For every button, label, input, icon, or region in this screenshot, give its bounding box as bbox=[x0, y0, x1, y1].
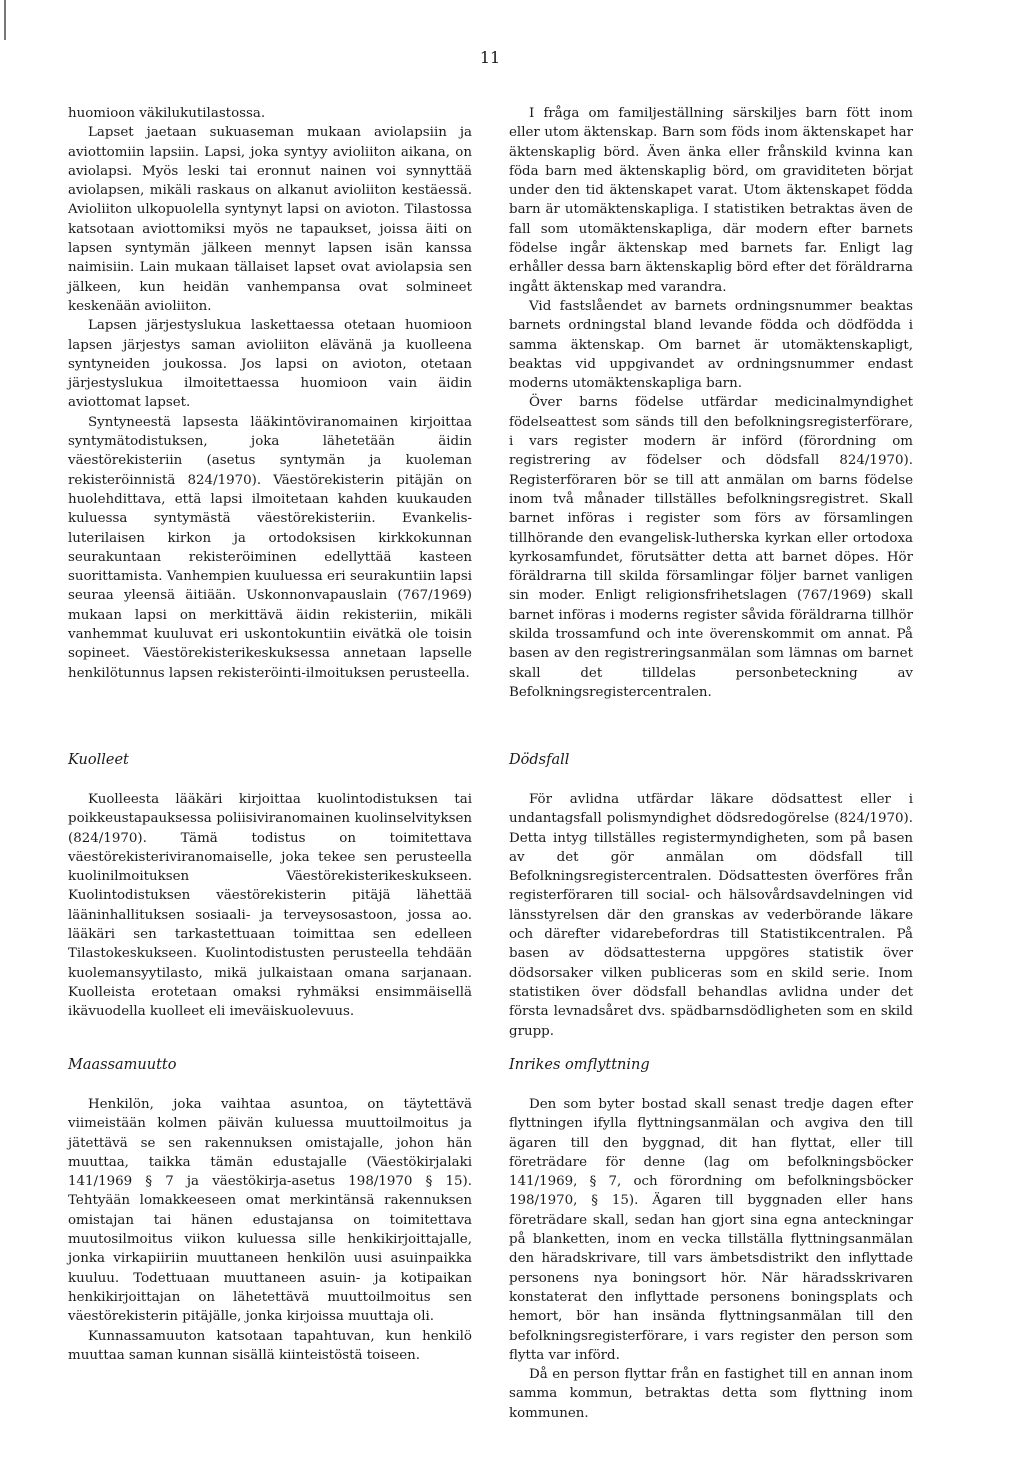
deaths-heading-sv: Dödsfall bbox=[509, 752, 570, 768]
births-fi-paragraph: Lapsen järjestyslukua laskettaessa otetaan huomioon lapsen järjestys saman avioliiton elävänä ja kuolleena syntyneiden joukossa. Jos lapsi on avioton, otetaan järjestyslukua ilmoitettaessa huomioon vain äidin aviottomat lapset. bbox=[68, 318, 472, 411]
migration-text-sv bbox=[509, 1095, 913, 1423]
deaths-heading-fi: Kuolleet bbox=[68, 752, 129, 768]
page-number: 11 bbox=[479, 48, 501, 67]
migration-fi-paragraph: Kunnassamuuton katsotaan tapahtuvan, kun henkilö muuttaa saman kunnan sisällä kiinteistöstä toiseen. bbox=[68, 1328, 472, 1363]
births-sv-paragraph: Över barns födelse utfärdar medicinalmyndighet födelseattest som sänds till den befolkningsregisterförare, i vars register modern är införd (förordning om registrering av födelser och dödsfall 824/1970). Registerföraren bör se till att anmälan om barns födelse inom två månader tillställes befolkningsregistret. Skall barnet införas i register som förs av församlingen tillhörande den evangelisk-lutherska kyrkan eller ortodoxa kyrkosamfundet, förutsätter detta att barnet döpes. Hör föräldrarna till skilda församlingar följer barnet vanligen sin moder. Enligt religionsfrihetslagen (767/1969) skall barnet införas i moderns register såvida föräldrarna tillhör skilda trossamfund och inte överenskommit om annat. På basen av den registreringsanmälan som lämnas om barnet skall det tilldelas personbeteckning av Befolkningsregistercentralen. bbox=[509, 395, 913, 700]
migration-heading-fi: Maassamuutto bbox=[68, 1057, 177, 1073]
deaths-fi-paragraph: Kuolleesta lääkäri kirjoittaa kuolintodistuksen tai poikkeustapauksessa poliisiviranomainen kuolinselvityksen (824/1970). Tämä todistus on toimitettava väestörekisteriviranomaiselle, joka tekee sen perusteella kuolinilmoituksen Väestörekisterikeskukseen. Kuolintodistuksen väestörekisterin pitäjä lähettää lääninhallituksen sosiaali- ja terveysosastoon, jossa ao. lääkäri sen tarkastettuaan toimittaa sen edelleen Tilastokeskukseen. Kuolintodistusten perusteella tehdään kuolemansyytilasto, mikä julkaistaan omana sarjanaan. Kuolleista erotetaan omaksi ryhmäksi ensimmäisellä ikävuodella kuolleet eli imeväiskuolevuus. bbox=[68, 792, 472, 1020]
births-text-fi bbox=[68, 104, 472, 683]
births-sv-paragraph: I fråga om familjeställning särskiljes barn fött inom eller utom äktenskap. Barn som föds inom äktenskapet har äktenskaplig börd. Även änka eller frånskild kvinna kan föda barn med äktenskaplig börd, om graviditeten börjat under den tid äktenskapet varat. Utom äktenskapet födda barn är utomäktenskapliga. I statistiken betraktas även de fall som utomäktenskapliga, där modern efter barnets födelse ingår äktenskap med barnets far. Enligt lag erhåller dessa barn äktenskaplig börd efter det föräldrarna ingått äktenskap med varandra. bbox=[509, 106, 913, 295]
migration-fi-paragraph: Henkilön, joka vaihtaa asuntoa, on täytettävä viimeistään kolmen päivän kuluessa muuttoilmoitus ja jätettävä se sen rakennuksen omistajalle, johon hän muuttaa, taikka tämän edustajalle (Väestökirjalaki 141/1969 § 7 ja väestökirja-asetus 198/1970 § 15). Tehtyään lomakkeeseen omat merkintänsä rakennuksen omistajan tai hänen edustajansa on toimitettava muutosilmoitus viikon kuluessa sille henkikirjoittajalle, jonka virkapiiriin muuttaneen henkilön uusi asuinpaikka kuuluu. Todettuaan muuttaneen asuin- ja kotipaikan henkikirjoittajan on lähetettävä muuttoilmoitus sen väestörekisterin pitäjälle, jonka kirjoissa muuttaja oli. bbox=[68, 1097, 472, 1325]
births-fi-paragraph: Syntyneestä lapsesta lääkintöviranomainen kirjoittaa syntymätodistuksen, joka lähetetään äidin väestörekisteriin (asetus syntymän ja kuoleman rekisteröinnistä 824/1970). Väestörekisterin pitäjän on huolehdittava, että lapsi ilmoitetaan kahden kuukauden kuluessa syntymästä väestörekisteriin. Evankelis-luterilaisen kirkon ja ortodoksisen kirkkokunnan seurakuntaan rekisteröiminen edellyttää kasteen suorittamista. Vanhempien kuuluessa eri seurakuntiin lapsi seuraa yleensä äitiään. Uskonnonvapauslain (767/1969) mukaan lapsi on merkittävä äidin rekisteriin, mikäli vanhemmat kuuluvat eri uskontokuntiin eivätkä ole toisin sopineet. Väestörekisterikeskuksessa annetaan lapselle henkilötunnus lapsen rekisteröinti-ilmoituksen perusteella. bbox=[68, 414, 472, 681]
migration-sv-paragraph: Då en person flyttar från en fastighet till en annan inom samma kommun, betraktas detta som flyttning inom kommunen. bbox=[509, 1367, 913, 1421]
deaths-sv-paragraph: För avlidna utfärdar läkare dödsattest eller i undantagsfall polismyndighet dödsredogörelse (824/1970). Detta intyg tillställes registermyndigheten, som på basen av det gör anmälan om dödsfall till Befolkningsregistercentralen. Dödsattesten överföres från registerföraren till social- och hälsovårdsavdelningen vid länsstyrelsen där den granskas av vederbörande läkare och därefter vidarebefordras till Statistikcentralen. På basen av dödsattesterna uppgöres statistik över dödsorsaker vilken publiceras som en skild serie. Inom statistiken över dödsfall behandlas avlidna under det första levnadsåret dvs. spädbarnsdödligheten som en skild grupp. bbox=[509, 792, 913, 1039]
scan-edge-mark bbox=[4, 0, 6, 40]
births-sv-paragraph: Vid fastslåendet av barnets ordningsnummer beaktas barnets ordningstal bland levande födda och dödfödda i samma äktenskap. Om barnet är utomäktenskapligt, beaktas vid uppgivandet av ordningsnummer endast moderns utomäktenskapliga barn. bbox=[509, 298, 913, 392]
deaths-text-sv bbox=[509, 790, 913, 1041]
births-text-sv bbox=[509, 104, 913, 702]
migration-heading-sv: Inrikes omflyttning bbox=[509, 1057, 650, 1073]
deaths-text-fi bbox=[68, 790, 472, 1022]
births-fi-paragraph: huomioon väkilukutilastossa. bbox=[68, 106, 266, 121]
births-fi-paragraph: Lapset jaetaan sukuaseman mukaan aviolapsiin ja aviottomiin lapsiin. Lapsi, joka syntyy avioliiton aikana, on aviolapsi. Myös leski tai eronnut nainen voi synnyttää aviolapsen, mikäli raskaus on alkanut avioliiton kestäessä. Avioliiton ulkopuolella syntynyt lapsi on avioton. Tilastossa katsotaan aviottomiksi myös ne tapaukset, joissa äiti on lapsen syntymän jälkeen mennyt lapsen isän kanssa naimisiin. Lain mukaan tällaiset lapset ovat aviolapsia sen jälkeen, kun heidän vanhempansa ovat solmineet keskenään avioliiton. bbox=[68, 125, 472, 314]
migration-text-fi bbox=[68, 1095, 472, 1365]
migration-sv-paragraph: Den som byter bostad skall senast tredje dagen efter flyttningen ifylla flyttningsanmälan och avgiva den till ägaren till den byggnad, dit han flyttat, eller till företrädare för denne (lag om befolkningsböcker 141/1969, § 7, och förordning om befolkningsböcker 198/1970, § 15). Ägaren till byggnaden eller hans företrädare skall, sedan han gjort sina egna anteckningar på blanketten, inom en vecka tillställa flyttningsanmälan den häradskrivare, till vars ämbetsdistrikt den inflyttade personens nya boningsort hör. När häradsskrivaren konstaterat den inflyttade personens boningsplats och hemort, bör han insända flyttningsanmälan till den befolkningsregisterförare, i vars register den person som flytta var införd. bbox=[509, 1097, 913, 1363]
